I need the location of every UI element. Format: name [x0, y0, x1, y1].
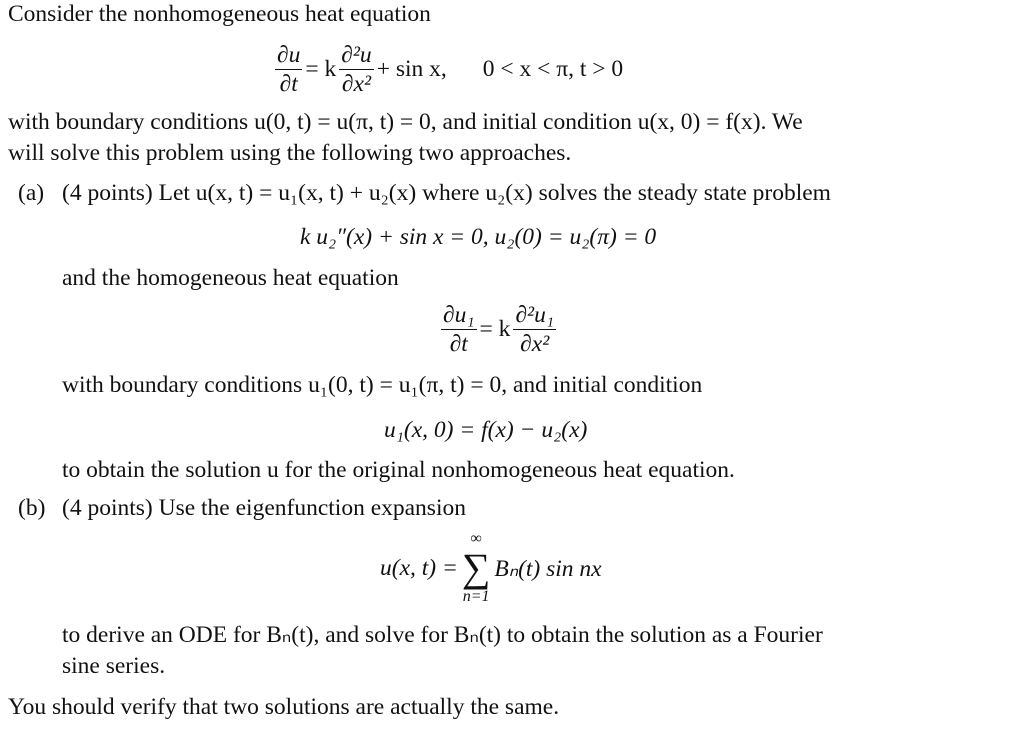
verify-text: You should verify that two solutions are actually the same. — [8, 694, 560, 720]
part-b-text: (4 points) Use the eigenfunction expansion — [62, 495, 466, 521]
homogeneous-heat-equation: $\frac{\text{∂u₁}}{\partial t}$ = k $\frac{\text{∂²u₁}}{\text{∂x²}}$ — [443, 302, 555, 357]
derive-text: to derive an ODE for Bₙ(t), and solve for Bₙ(t) to obtain the solution as a Fourier — [62, 622, 823, 648]
part-a-text: (4 points) Let u(x, t) = u₁(x, t) + u₂(x) where u₂(x) solves the steady state problem — [62, 180, 831, 206]
steady-state-equation: k u₂″(x) + sin x = 0, u₂(0) = u₂(π) = 0 — [300, 224, 657, 250]
part-b-label: (b) — [18, 495, 46, 521]
boundary-conditions-text: with boundary conditions u(0, t) = u(π, t) = 0, and initial condition u(x, 0) = f(x). We — [8, 109, 803, 135]
homogeneous-intro: and the homogeneous heat equation — [62, 265, 399, 291]
derive-text-cont: sine series. — [62, 653, 166, 679]
eigenfunction-expansion: u(x, t) = ∞ ∑ n=1 Bₙ(t) sin nx — [380, 530, 602, 605]
domain-condition: 0 < x < π, t > 0 — [482, 56, 624, 82]
approach-text: will solve this problem using the following two approaches. — [8, 140, 572, 166]
obtain-text: to obtain the solution u for the original nonhomogeneous heat equation. — [62, 457, 735, 483]
u1-initial-condition: u₁(x, 0) = f(x) − u₂(x) — [384, 417, 588, 443]
part-a-label: (a) — [18, 180, 45, 206]
intro-text: Consider the nonhomogeneous heat equation — [8, 1, 431, 27]
u1-boundary-text: with boundary conditions u₁(0, t) = u₁(π, t) = 0, and initial condition — [62, 372, 703, 398]
heat-equation: $\frac{\partial u}{\partial t}$ = k $\frac{\text{∂²u}}{\text{∂x²}}$ + sin x, 0 < x < π, t > 0 — [277, 42, 624, 97]
